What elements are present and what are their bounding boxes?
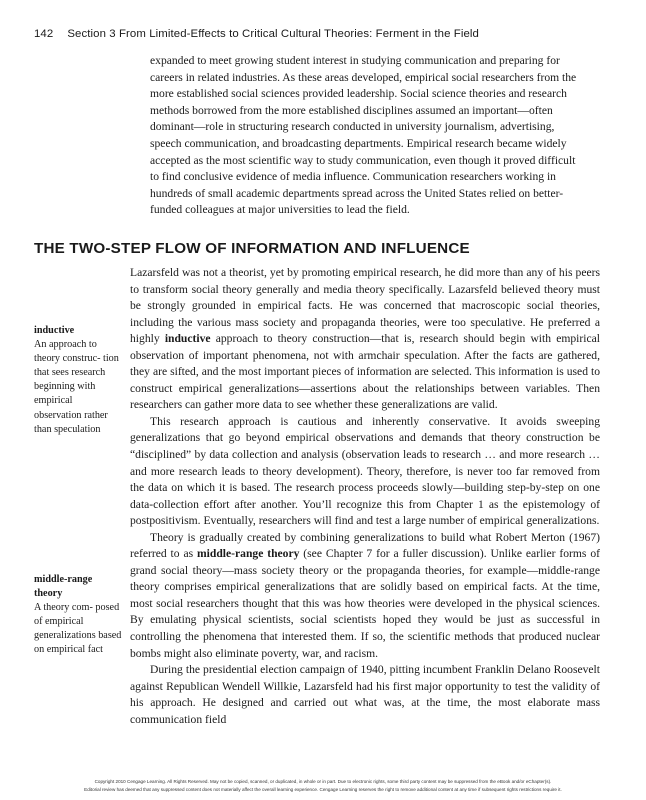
footer-line-1: Copyright 2010 Cengage Learning. All Rights Reserved. May not be copied, scanned, or duplicated, in whole or in part. Due to electronic rights, some third party content may be suppressed from the eBook and/or eChapter(s). [94, 779, 552, 784]
margin-term-middle-range: middle-range theory [34, 574, 93, 600]
section-heading: THE TWO-STEP FLOW OF INFORMATION AND INFLUENCE [34, 240, 470, 257]
paragraph-3-start: Theory is gradually created by combining generalizations to build what Robert Merton (1967) referred to as [130, 530, 600, 561]
paragraph-4: During the presidential election campaign of 1940, pitting incumbent Franklin Delano Roosevelt against Republican Wendell Willkie, Lazarsfeld had his first major opportunity to test the validity of his approach. He designed and carried out what was, at the time, the most elaborate mass communication field [130, 663, 600, 726]
paragraph-1-start: Lazarsfeld was not a theorist, yet by promoting empirical research, he did more than any of his peers to transform social theory generally and media theory specifically. Lazarsfeld believed theory must be strongly grounded in empirical facts. He was concerned that macroscopic social theories, including the various mass society and propaganda theories, were too speculative. He preferred a highly [130, 266, 600, 346]
paragraph-2: This research approach is cautious and inherently conservative. It avoids sweeping generalizations that go beyond empirical observations and demands that theory construction be “disciplined” by data collection and analysis (observation leads to research … and more research … and more research leads to theory development). Theory, therefore, is never too far removed from the data on which it is based. The research process proceeds slowly—building step-by-step on one data-collection effort after another. You’ll recognize this from Chapter 1 as the epistemology of postpositivism. Eventually, researchers will find and test a large number of empirical generalizations. [130, 414, 600, 528]
margin-term-inductive: inductive [34, 325, 75, 336]
margin-definition-middle-range: A theory com- posed of empirical generalizations based on empirical fact [34, 602, 122, 656]
key-term-inductive: inductive [164, 332, 211, 346]
section-title: Section 3 From Limited-Effects to Critical Cultural Theories: Ferment in the Field [67, 28, 479, 40]
margin-note-middle-range [34, 573, 122, 658]
paragraph-1-end: approach to theory construction—that is, research should begin with empirical observation of important phenomena, not with armchair speculation. After the facts are gathered, they are sifted, and the most important pieces of information are selected. This information is used to construct empirical generalizations—assertions about the relationships between variables. Then researchers can gather more data to see whether these generalizations are valid. [130, 332, 600, 412]
margin-definition-inductive: An approach to theory construc- tion that sees research beginning with empirical observation rather than speculation [34, 339, 119, 435]
footer-line-2: Editorial review has deemed that any suppressed content does not materially affect the overall learning experience. Cengage Learning reserves the right to remove additional content at any time if subsequent rights restrictions require it. [84, 787, 562, 792]
intro-paragraph: expanded to meet growing student interest in studying communication and preparing for careers in related industries. As these areas developed, empirical social researchers from the more established social sciences provided leadership. Social science theories and research methods borrowed from the more established disciplines assumed an important—often dominant—role in structuring research conducted in university journalism, advertising, speech communication, and broadcasting departments. Empirical research became widely accepted as the most scientific way to study communication, even though it proved difficult to find conclusive evidence of media influence. Communication researchers working in hundreds of small academic departments spread across the United States relied on better-funded colleagues at major universities to lead the field. [150, 54, 577, 217]
key-term-middle-range: middle-range theory [197, 547, 300, 561]
paragraph-1 [130, 265, 600, 414]
margin-note-inductive [34, 324, 122, 437]
paragraph-3-end: (see Chapter 7 for a fuller discussion). Unlike earlier forms of grand social theory—mass society theory or the propaganda theories, for example—middle-range theory comprises empirical generalizations that are solidly based on empirical facts. At the time, most social researchers thought that this was how theories were developed in the physical sciences. By emulating physical scientists, social scientists hoped they would be just as successful in controlling the phenomena that interested them. If so, the scientific methods that produced nuclear bombs might also eliminate poverty, war, and racism. [130, 547, 600, 660]
copyright-footer [0, 778, 646, 794]
paragraph-3 [130, 530, 600, 662]
page-number: 142 [34, 28, 54, 40]
running-head [34, 28, 479, 40]
body-text [130, 265, 600, 728]
